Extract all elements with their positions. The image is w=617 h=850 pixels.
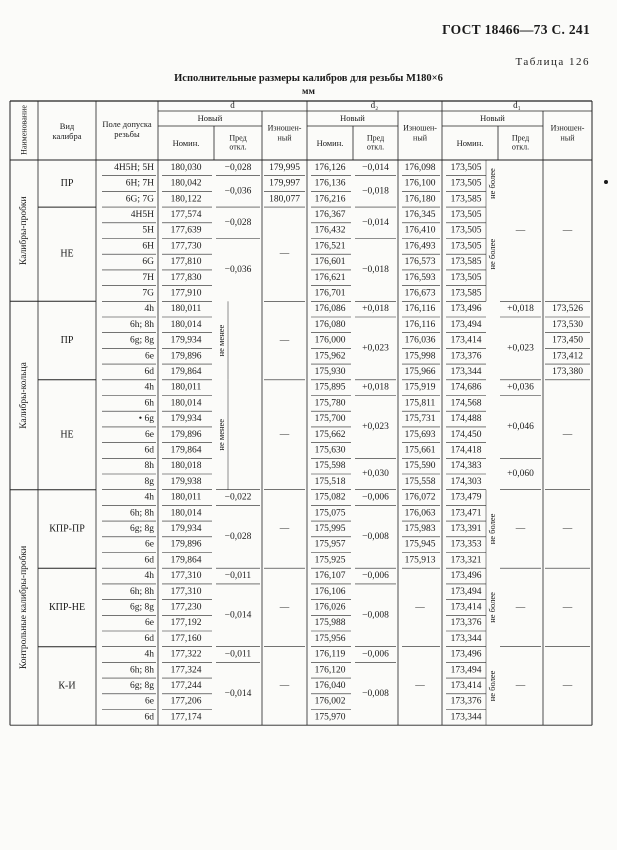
ne-bolee-label: не более [487, 670, 497, 702]
tolerance-field-cell: 6h; 8h [129, 508, 154, 519]
tolerance-field-cell: 4H5H [130, 209, 154, 220]
d1-nominal-cell: 173,344 [450, 366, 482, 377]
tolerance-field-cell: 6e [145, 696, 154, 707]
d1-nominal-cell: 173,344 [450, 712, 482, 723]
header-nomin: Номин. [316, 138, 344, 148]
d1-nominal-cell: 173,505 [450, 241, 482, 252]
d1-pred-cell: +0,018 [507, 304, 534, 315]
d2-worn-cell: 176,063 [404, 508, 436, 519]
tolerance-field-cell: 6e [145, 539, 154, 550]
d2-worn-cell: 176,098 [404, 162, 436, 173]
d2-worn-cell: 175,945 [404, 539, 436, 550]
d1-worn-cell: 173,412 [552, 351, 583, 362]
header-novy: Новый [480, 113, 505, 123]
d1-nominal-cell: 173,494 [450, 319, 482, 330]
d2-nominal-cell: 176,026 [314, 602, 346, 613]
d-nominal-cell: 177,574 [170, 209, 202, 220]
tolerance-field-cell: 7G [142, 288, 154, 299]
d-nominal-cell: 179,934 [170, 414, 202, 425]
header-d1: d₁ [513, 100, 521, 110]
tolerance-field-cell: 6d [144, 555, 154, 566]
d1-nominal-cell: 173,505 [450, 162, 482, 173]
d-nominal-cell: 179,938 [170, 476, 202, 487]
d2-nominal-cell: 176,120 [314, 665, 346, 676]
d2-nominal-cell: 175,598 [314, 461, 346, 472]
d2-worn-cell: 175,919 [404, 382, 436, 393]
d1-pred-cell: — [515, 225, 526, 236]
header-pred-l1: Пред [229, 133, 247, 143]
header-d: d [230, 100, 235, 110]
d1-nominal-cell: 173,505 [450, 178, 482, 189]
d2-nominal-cell: 176,136 [314, 178, 346, 189]
d2-nominal-cell: 175,895 [314, 382, 346, 393]
d2-nominal-cell: 175,962 [314, 351, 346, 362]
d-nominal-cell: 177,244 [170, 680, 202, 691]
d-izn-cell: 179,997 [269, 178, 300, 189]
d1-nominal-cell: 173,391 [450, 523, 482, 534]
header-iznoshenny-l1: Изношен- [550, 123, 585, 133]
d-nominal-cell: 177,730 [170, 241, 202, 252]
tolerance-field-cell: 6h; 8h [129, 586, 154, 597]
header-naimenovanie: Наименование [19, 105, 29, 155]
d2-nominal-cell: 176,000 [314, 335, 346, 346]
header-pred-l1: Пред [511, 133, 530, 143]
table-title: Исполнительные размеры калибров для резьбы М180×6 [174, 73, 443, 84]
tolerance-field-cell: • 6g [138, 414, 154, 425]
d2-nominal-cell: 176,621 [314, 272, 346, 283]
d2-worn-cell: 176,345 [404, 209, 436, 220]
d-pred-cell: −0,011 [224, 571, 252, 582]
ne-bolee-label: не более [487, 592, 497, 623]
ne-bolee-label: не более [487, 238, 497, 270]
d1-nominal-cell: 174,686 [450, 382, 482, 393]
d-nominal-cell: 177,206 [170, 696, 202, 707]
d2-nominal-cell: 176,119 [314, 649, 346, 660]
d-pred-cell: −0,028 [224, 217, 252, 228]
tolerance-field-cell: 4H5H; 5H [114, 162, 154, 173]
d1-nominal-cell: 173,496 [450, 304, 482, 315]
d2-pred-cell: −0,014 [362, 217, 389, 228]
d1-nominal-cell: 173,414 [450, 335, 482, 346]
tolerance-field-cell: 7H [142, 272, 154, 283]
d1-nominal-cell: 173,353 [450, 539, 482, 550]
d2-pred-cell: +0,023 [362, 343, 389, 354]
d-pred-cell: −0,022 [224, 492, 252, 503]
d1-pred-cell: +0,023 [507, 343, 534, 354]
d1-nominal-cell: 173,585 [450, 257, 482, 268]
tolerance-field-cell: 6g; 8g [129, 602, 154, 613]
d1-nominal-cell: 173,505 [450, 225, 482, 236]
d-nominal-cell: 180,014 [170, 398, 202, 409]
d-nominal-cell: 180,011 [170, 304, 202, 315]
tolerance-field-cell: 4h [144, 382, 154, 393]
header-iznoshenny-l2: ный [413, 133, 427, 143]
d1-nominal-cell: 174,303 [450, 476, 482, 487]
calibre-type-label: ПР [60, 178, 74, 190]
header-vid-kalibra-l1: Вид [59, 121, 75, 131]
d1-pred-cell: — [515, 602, 526, 613]
tolerance-field-cell: 6g; 8g [129, 335, 154, 346]
d1-nominal-cell: 173,494 [450, 586, 482, 597]
d2-worn-cell: 175,693 [404, 429, 436, 440]
tolerance-field-cell: 6h; 8h [129, 665, 154, 676]
d2-worn-cell: 176,493 [404, 241, 436, 252]
d2-nominal-cell: 176,107 [314, 571, 346, 582]
d2-worn-cell: 175,731 [404, 414, 436, 425]
d2-nominal-cell: 176,106 [314, 586, 346, 597]
d1-nominal-cell: 173,414 [450, 602, 482, 613]
header-pred-l2: откл. [366, 142, 385, 152]
d-pred-cell: −0,014 [224, 610, 252, 621]
d1-izn-cell: — [562, 225, 573, 236]
d-izn-cell: — [279, 249, 290, 260]
d2-pred-cell: −0,018 [362, 264, 389, 275]
d2-nominal-cell: 175,075 [314, 508, 346, 519]
d2-nominal-cell: 176,126 [314, 162, 346, 173]
ne-bolee-label: не более [487, 168, 497, 199]
d1-pred-cell: +0,060 [507, 469, 534, 479]
d1-nominal-cell: 174,383 [450, 461, 482, 472]
stray-dot-mark [604, 180, 608, 184]
table-units: мм [302, 87, 315, 97]
d-pred-cell: −0,014 [224, 688, 252, 699]
d2-nominal-cell: 175,930 [314, 366, 346, 377]
d-izn-cell: — [279, 523, 290, 534]
tolerance-field-cell: 6e [145, 429, 154, 440]
calibre-type-label: КПР-НЕ [48, 601, 86, 613]
tolerance-field-cell: 6d [144, 633, 154, 644]
d2-nominal-cell: 176,432 [314, 225, 346, 236]
d2-nominal-cell: 175,082 [314, 492, 346, 503]
d1-izn-cell: — [562, 523, 573, 534]
calibre-type-label: НЕ [60, 248, 74, 260]
d1-nominal-cell: 173,344 [450, 633, 482, 644]
d2-pred-cell: +0,023 [362, 421, 389, 432]
header-pole-dopuska-l1: Поле допуска [102, 119, 152, 129]
d2-pred-cell: +0,030 [362, 469, 389, 479]
d2-pred-cell: −0,006 [362, 492, 389, 503]
d2-worn-cell: 175,558 [404, 476, 436, 487]
d-nominal-cell: 180,042 [170, 178, 202, 189]
d-izn-cell: — [279, 335, 290, 346]
d2-pred-cell: −0,006 [362, 571, 389, 582]
tolerance-field-cell: 6d [144, 445, 154, 456]
tolerance-field-cell: 4h [144, 304, 154, 315]
header-pred-l2: откл. [511, 142, 530, 152]
ne-menee-label: не менее [216, 418, 226, 451]
d2-worn-cell: 176,673 [404, 288, 436, 299]
d2-nominal-cell: 175,700 [314, 414, 346, 425]
tolerance-field-cell: 4h [144, 492, 154, 503]
tolerance-field-cell: 6H; 7H [125, 178, 154, 189]
d2-worn-cell: 175,811 [404, 398, 436, 409]
tolerance-field-cell: 8h [144, 461, 154, 472]
d-nominal-cell: 177,174 [170, 712, 202, 723]
d2-worn-cell: 176,100 [404, 178, 436, 189]
d-pred-cell: −0,036 [224, 264, 252, 275]
d-nominal-cell: 177,310 [170, 586, 202, 597]
d-nominal-cell: 180,014 [170, 319, 202, 330]
d2-nominal-cell: 175,956 [314, 633, 346, 644]
tolerance-field-cell: 6G [142, 257, 154, 268]
header-iznoshenny-l1: Изношен- [267, 123, 302, 133]
header-novy: Новый [197, 113, 223, 123]
d2-pred-cell: −0,008 [362, 688, 389, 699]
d-nominal-cell: 180,018 [170, 461, 202, 472]
d1-pred-cell: — [515, 680, 526, 691]
d2-nominal-cell: 176,040 [314, 680, 346, 691]
tolerance-field-cell: 6d [144, 712, 154, 723]
d-nominal-cell: 179,864 [170, 445, 202, 456]
d1-nominal-cell: 174,450 [450, 429, 482, 440]
d-nominal-cell: 179,896 [170, 351, 202, 362]
d1-izn-cell: — [562, 429, 573, 440]
tolerance-field-cell: 6G; 7G [125, 194, 154, 205]
d1-pred-cell: — [515, 523, 526, 534]
d1-nominal-cell: 173,414 [450, 680, 482, 691]
d-pred-cell: −0,028 [224, 531, 252, 542]
d2-nominal-cell: 175,780 [314, 398, 346, 409]
d2-pred-cell: −0,006 [362, 649, 389, 660]
d2-nominal-cell: 175,988 [314, 618, 346, 629]
tolerance-field-cell: 6g; 8g [129, 680, 154, 691]
tolerance-field-cell: 6H [142, 241, 154, 252]
d-nominal-cell: 177,160 [170, 633, 202, 644]
d2-nominal-cell: 176,521 [314, 241, 346, 252]
header-iznoshenny-l2: ный [277, 133, 292, 143]
d2-worn-cell: 176,180 [404, 194, 436, 205]
header-d2: d₂ [370, 100, 379, 110]
d-pred-cell: −0,011 [224, 649, 252, 660]
d2-pred-cell: +0,018 [362, 304, 389, 315]
d-nominal-cell: 177,810 [170, 257, 202, 268]
d1-izn-cell: — [562, 602, 573, 613]
d-nominal-cell: 179,934 [170, 523, 202, 534]
d2-worn-cell: 175,983 [404, 523, 436, 534]
tolerance-field-cell: 8g [144, 476, 154, 487]
tolerance-field-cell: 4h [144, 571, 154, 582]
d1-pred-cell: +0,036 [507, 382, 534, 393]
d1-nominal-cell: 173,479 [450, 492, 482, 503]
d1-nominal-cell: 173,471 [450, 508, 482, 519]
header-iznoshenny-l2: ный [560, 133, 575, 143]
d1-nominal-cell: 173,496 [450, 571, 482, 582]
d1-nominal-cell: 174,568 [450, 398, 482, 409]
d1-nominal-cell: 173,376 [450, 618, 482, 629]
d-nominal-cell: 180,011 [170, 492, 202, 503]
header-pole-dopuska-l2: резьбы [114, 129, 140, 139]
group-label: Калибры-кольца [19, 362, 29, 429]
d2-nominal-cell: 176,080 [314, 319, 346, 330]
d-nominal-cell: 177,192 [170, 618, 202, 629]
d2-pred-cell: −0,014 [362, 162, 389, 173]
ne-menee-label: не менее [216, 324, 226, 357]
d-nominal-cell: 179,864 [170, 555, 202, 566]
tolerance-field-cell: 6e [145, 618, 154, 629]
tolerance-field-cell: 6g; 8g [129, 523, 154, 534]
group-label: Калибры-пробки [19, 196, 29, 265]
tolerance-field-cell: 6e [145, 351, 154, 362]
tolerance-field-cell: 4h [144, 649, 154, 660]
d1-pred-cell: +0,046 [507, 421, 534, 432]
d2-worn-cell: 176,573 [404, 257, 436, 268]
calibre-type-label: К-И [58, 680, 76, 692]
d-pred-cell: −0,028 [224, 162, 252, 173]
page-header: ГОСТ 18466—73 С. 241 [442, 22, 590, 37]
d2-worn-cell: 176,116 [404, 319, 436, 330]
d-nominal-cell: 179,896 [170, 429, 202, 440]
d1-nominal-cell: 174,488 [450, 414, 482, 425]
d1-nominal-cell: 173,376 [450, 351, 482, 362]
d2-nominal-cell: 176,601 [314, 257, 346, 268]
d2-nominal-cell: 176,367 [314, 209, 346, 220]
d2-nominal-cell: 175,518 [314, 476, 346, 487]
d2-pred-cell: −0,008 [362, 531, 389, 542]
d2-worn-cell: 175,998 [404, 351, 436, 362]
d2-izn-dash-cell: — [415, 680, 425, 691]
d-nominal-cell: 177,910 [170, 288, 202, 299]
d1-nominal-cell: 173,585 [450, 288, 482, 299]
d-izn-cell: — [279, 429, 290, 440]
d2-nominal-cell: 176,086 [314, 304, 346, 315]
d2-nominal-cell: 175,957 [314, 539, 346, 550]
calibre-type-label: НЕ [60, 429, 74, 441]
d-nominal-cell: 179,934 [170, 335, 202, 346]
header-nomin: Номин. [456, 138, 484, 148]
d2-nominal-cell: 175,995 [314, 523, 346, 534]
d1-worn-cell: 173,530 [552, 319, 583, 330]
d-nominal-cell: 180,011 [170, 382, 202, 393]
d-nominal-cell: 177,310 [170, 571, 202, 582]
d1-nominal-cell: 173,376 [450, 696, 482, 707]
d2-pred-cell: −0,008 [362, 610, 389, 621]
d-nominal-cell: 177,830 [170, 272, 202, 283]
d2-nominal-cell: 175,630 [314, 445, 346, 456]
d2-nominal-cell: 176,701 [314, 288, 346, 299]
group-label: Контрольные калибры-пробки [19, 545, 29, 670]
d2-worn-cell: 176,410 [404, 225, 436, 236]
d-izn-cell: — [279, 680, 290, 691]
d2-worn-cell: 176,593 [404, 272, 436, 283]
header-novy: Новый [340, 113, 365, 123]
ne-bolee-label: не более [487, 513, 497, 545]
d1-nominal-cell: 173,494 [450, 665, 482, 676]
d2-worn-cell: 176,036 [404, 335, 436, 346]
tolerance-field-cell: 6h; 8h [129, 319, 154, 330]
d1-nominal-cell: 174,418 [450, 445, 482, 456]
d-nominal-cell: 177,230 [170, 602, 202, 613]
d2-worn-cell: 175,966 [404, 366, 436, 377]
d1-worn-cell: 173,450 [552, 335, 583, 346]
header-pred-l2: откл. [229, 142, 247, 152]
d2-nominal-cell: 176,002 [314, 696, 346, 707]
tolerance-field-cell: 6d [144, 366, 154, 377]
d-nominal-cell: 180,030 [170, 162, 202, 173]
d2-worn-cell: 176,116 [404, 304, 436, 315]
d-nominal-cell: 180,014 [170, 508, 202, 519]
d-nominal-cell: 179,896 [170, 539, 202, 550]
d2-pred-cell: −0,018 [362, 186, 389, 197]
d-nominal-cell: 177,639 [170, 225, 202, 236]
d2-worn-cell: 176,072 [404, 492, 436, 503]
header-pred-l1: Пред [366, 133, 385, 143]
d2-nominal-cell: 175,662 [314, 429, 346, 440]
header-vid-kalibra-l2: калибра [52, 131, 82, 141]
d1-nominal-cell: 173,496 [450, 649, 482, 660]
header-iznoshenny-l1: Изношен- [403, 123, 437, 133]
d1-nominal-cell: 173,585 [450, 194, 482, 205]
tolerance-field-cell: 6h [144, 398, 154, 409]
calibre-type-label: КПР-ПР [49, 523, 85, 535]
tolerance-field-cell: 5H [142, 225, 154, 236]
d1-izn-cell: — [562, 680, 573, 691]
d-nominal-cell: 180,122 [170, 194, 202, 205]
d2-izn-dash-cell: — [415, 602, 425, 613]
d-nominal-cell: 177,324 [170, 665, 202, 676]
d1-nominal-cell: 173,505 [450, 209, 482, 220]
d1-nominal-cell: 173,321 [450, 555, 482, 566]
d-nominal-cell: 179,864 [170, 366, 202, 377]
header-nomin: Номин. [172, 138, 200, 148]
d2-nominal-cell: 175,925 [314, 555, 346, 566]
calibre-type-label: ПР [60, 335, 74, 347]
d-izn-cell: 179,995 [269, 162, 300, 173]
d1-worn-cell: 173,380 [552, 366, 583, 377]
d-nominal-cell: 177,322 [170, 649, 202, 660]
d-izn-cell: 180,077 [269, 194, 300, 205]
d1-nominal-cell: 173,505 [450, 272, 482, 283]
d-pred-cell: −0,036 [224, 186, 252, 197]
d-izn-cell: — [279, 602, 290, 613]
d2-worn-cell: 175,590 [404, 461, 436, 472]
d2-pred-cell: +0,018 [362, 382, 389, 393]
d2-nominal-cell: 176,216 [314, 194, 346, 205]
d2-worn-cell: 175,913 [404, 555, 436, 566]
table-label: Таблица 126 [515, 56, 590, 68]
d1-worn-cell: 173,526 [552, 304, 583, 315]
d2-nominal-cell: 175,970 [314, 712, 346, 723]
d2-worn-cell: 175,661 [404, 445, 436, 456]
